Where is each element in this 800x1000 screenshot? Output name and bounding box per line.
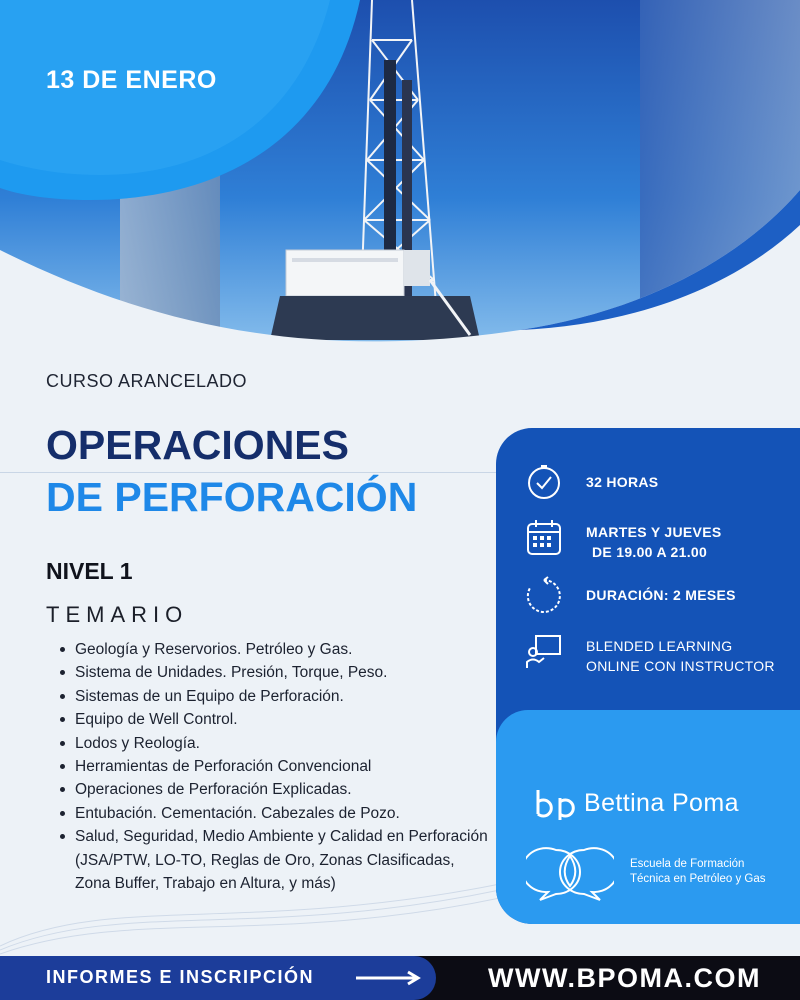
- school-emblem-icon: [526, 842, 614, 902]
- hero-banner: [0, 0, 800, 360]
- syllabus-item: Operaciones de Perforación Explicadas.: [58, 778, 490, 801]
- modality-line2: ONLINE CON INSTRUCTOR: [586, 658, 775, 674]
- syllabus-item: Herramientas de Perforación Convencional: [58, 755, 490, 778]
- brand-name: Bettina Poma: [584, 789, 739, 817]
- calendar-icon: [524, 518, 564, 558]
- course-title-line2: DE PERFORACIÓN: [46, 474, 418, 520]
- school-tagline-line2: Técnica en Petróleo y Gas: [630, 873, 766, 885]
- syllabus-item: Equipo de Well Control.: [58, 708, 490, 731]
- brand-panel: [496, 710, 800, 924]
- enroll-cta[interactable]: [0, 956, 436, 1000]
- syllabus-item: Salud, Seguridad, Medio Ambiente y Calidad en Perforación (JSA/PTW, LO-TO, Reglas de Oro, Zonas Clasificadas, Zona Buffer, Trabajo en Altura, y más): [58, 825, 490, 895]
- schedule-days: MARTES Y JUEVES: [586, 524, 722, 540]
- footer-bar: [0, 956, 800, 1000]
- enroll-cta-label: INFORMES E INSCRIPCIÓN: [46, 967, 315, 987]
- website-link[interactable]: WWW.BPOMA.COM: [488, 963, 761, 993]
- school-tagline-line1: Escuela de Formación: [630, 858, 745, 870]
- syllabus-item: Entubación. Cementación. Cabezales de Pozo.: [58, 802, 490, 825]
- course-type-label: CURSO ARANCELADO: [46, 371, 248, 391]
- syllabus-item: Sistema de Unidades. Presión, Torque, Peso.: [58, 661, 490, 684]
- arrow-right-icon: [356, 970, 422, 986]
- syllabus-list: [58, 638, 490, 895]
- timer-icon: [524, 576, 564, 616]
- syllabus-heading: TEMARIO: [46, 602, 189, 627]
- course-info-card: [496, 428, 800, 924]
- hours-text: 32 HORAS: [586, 474, 659, 490]
- syllabus-item: Geología y Reservorios. Petróleo y Gas.: [58, 638, 490, 661]
- course-level: NIVEL 1: [46, 558, 133, 584]
- presentation-icon: [524, 632, 564, 672]
- drilling-rig-illustration: [0, 0, 800, 360]
- decorative-lines: [0, 880, 500, 956]
- modality-line1: BLENDED LEARNING: [586, 638, 733, 654]
- syllabus-item: Lodos y Reología.: [58, 732, 490, 755]
- duration-text: DURACIÓN: 2 MESES: [586, 587, 736, 603]
- syllabus-item: Sistemas de un Equipo de Perforación.: [58, 685, 490, 708]
- course-date: 13 DE ENERO: [46, 66, 217, 94]
- clock-check-icon: [524, 462, 564, 502]
- course-title-line1: OPERACIONES: [46, 422, 349, 468]
- schedule-time: DE 19.00 A 21.00: [592, 544, 708, 560]
- title-divider: [0, 472, 496, 473]
- bp-logo-icon: [534, 788, 578, 820]
